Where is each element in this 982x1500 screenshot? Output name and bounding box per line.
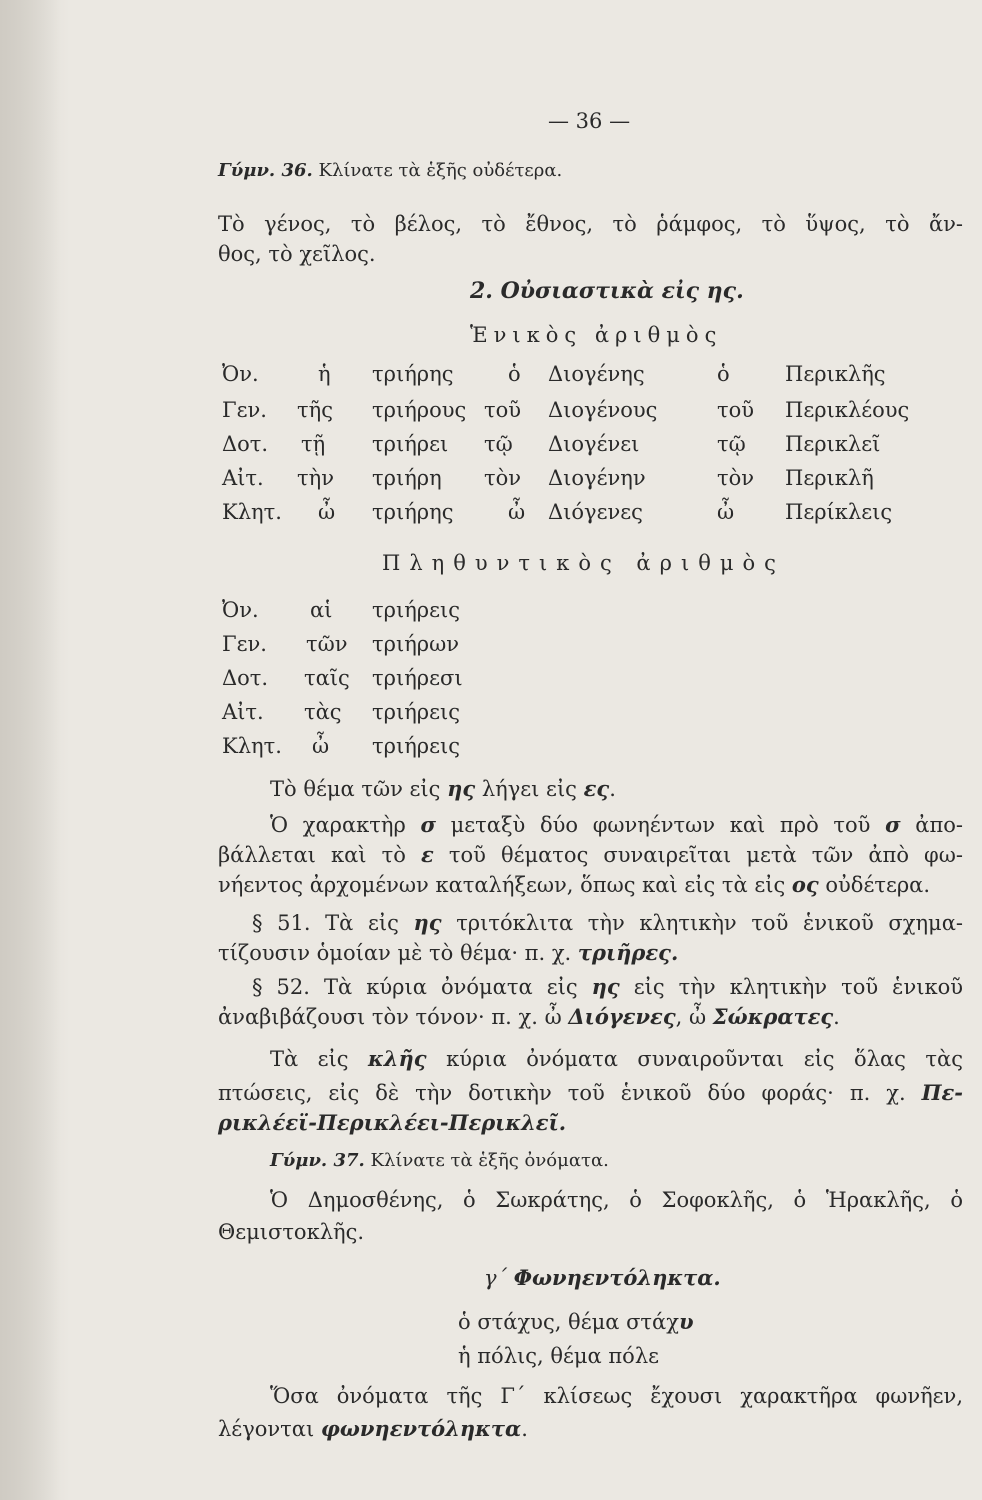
text: Τὰ εἰς (325, 911, 414, 935)
text: βάλλεται καὶ τὸ (218, 843, 421, 867)
text: τοῦ θέματος συναιρεῖται μετὰ τῶν ἀπὸ φω- (433, 843, 963, 867)
kles-rule-line-3: ρικλέεϊ-Περικλέει-Περικλεῖ. (218, 1110, 567, 1135)
text: ἀπο- (900, 813, 963, 837)
section-heading: 2. Οὐσιαστικὰ εἰς ης. (470, 278, 744, 304)
page-fold-shadow (0, 0, 60, 1500)
example: τριῆρες. (577, 940, 679, 965)
text: οὐδέτερα. (818, 873, 931, 897)
exercise-37 (270, 1150, 609, 1171)
text: Τὰ εἰς (270, 1047, 369, 1071)
article: τὰς (304, 700, 342, 724)
ending: κλῆς (368, 1046, 427, 1071)
text: Τὰ κύρια ὀνόματα εἰς (324, 975, 592, 999)
term: φωνηεντόληκτα (320, 1416, 522, 1441)
subheading-title: Φωνηεντόληκτα. (513, 1265, 721, 1290)
paragraph-51-line-1 (252, 910, 963, 935)
text: εἰς τὴν κλητικὴν τοῦ ἑνικοῦ (619, 975, 963, 999)
article: ἡ (318, 362, 331, 386)
ending: ης (413, 910, 442, 935)
noun-form: τριήρεις (372, 598, 460, 622)
text: . (609, 777, 616, 801)
article: αἱ (310, 598, 333, 622)
noun-form: Διογένην (548, 466, 646, 490)
article: τὸν (717, 466, 755, 490)
article: ταῖς (304, 666, 350, 690)
article: τὸν (484, 466, 522, 490)
exercise-instruction: Κλίνατε τὰ ἑξῆς οὐδέτερα. (318, 160, 563, 181)
text: μεταξὺ δύο φωνηέντων καὶ πρὸ τοῦ (435, 813, 886, 837)
names-list-line-1: Ὁ Δημοσθένης, ὁ Σωκράτης, ὁ Σοφοκλῆς, ὁ Ἡρακλῆς, ὁ (270, 1188, 963, 1212)
noun-form: Διογένους (548, 398, 658, 422)
noun-form: τριήρη (372, 466, 442, 490)
neuter-list-line-2: θος, τὸ χεῖλος. (218, 242, 376, 266)
article: τοῦ (717, 398, 755, 422)
ending: ες (583, 776, 610, 801)
contraction-rule-line-1 (270, 812, 963, 837)
text: κύρια ὀνόματα συναιροῦνται εἰς ὅλας τὰς (426, 1047, 963, 1071)
example: Διόγενες (568, 1004, 676, 1029)
case-label: Δοτ. (222, 666, 269, 690)
contraction-rule-line-2 (218, 842, 963, 867)
text: τριτόκλιτα τὴν κλητικὴν τοῦ ἑνικοῦ σχημα- (441, 911, 963, 935)
section-mark: § 51. (252, 911, 311, 935)
text: ὁ στάχυς, θέμα στάχ (458, 1310, 679, 1334)
paragraph-52-line-2 (218, 1004, 963, 1029)
text: λέγονται (218, 1417, 321, 1441)
text: Ὁ χαρακτὴρ (270, 813, 421, 837)
article: τῇ (301, 432, 326, 456)
vowel-example-1 (458, 1306, 694, 1338)
article: ὦ (717, 500, 735, 524)
case-label: Ὀν. (222, 598, 259, 622)
text: λήγει εἰς (475, 777, 584, 801)
noun-form: Διογένης (548, 362, 645, 386)
noun-form: Περικλῆ (785, 466, 874, 490)
example: Πε- (921, 1080, 963, 1105)
ending: ης (591, 974, 620, 999)
stem-vowel: υ (678, 1309, 694, 1334)
exercise-36 (218, 160, 562, 181)
text: Τὸ θέμα τῶν εἰς (270, 777, 448, 801)
subheading-vowel-stems (484, 1262, 721, 1294)
article: ὦ (318, 500, 336, 524)
ending: ος (791, 872, 819, 897)
case-label: Δοτ. (222, 432, 269, 456)
letter: σ (885, 812, 901, 837)
case-label: Ὀν. (222, 362, 259, 386)
text: . (833, 1005, 840, 1029)
text: ἀναβιβάζουσι τὸν τόνον· π. χ. ὦ (218, 1005, 569, 1029)
article: τῷ (484, 432, 513, 456)
case-label: Γεν. (222, 398, 267, 422)
final-paragraph-line-2 (218, 1416, 963, 1441)
case-label: Κλητ. (222, 500, 282, 524)
example: Σώκρατες (712, 1004, 834, 1029)
noun-form: τριήρων (372, 632, 460, 656)
final-paragraph-line-1: Ὅσα ὀνόματα τῆς Γ΄ κλίσεως ἔχουσι χαρακτῆρα φωνῆεν, (270, 1384, 963, 1408)
contraction-rule-line-3 (218, 872, 963, 897)
text: . (521, 1417, 528, 1441)
noun-form: Διογένει (548, 432, 640, 456)
article: τῶν (306, 632, 348, 656)
article: τοῦ (484, 398, 522, 422)
noun-form: τριήρεις (372, 734, 460, 758)
ending: ης (447, 776, 476, 801)
exercise-label: Γύμν. 36. (218, 160, 313, 181)
noun-form: Περικλεῖ (785, 432, 881, 456)
noun-form: Διόγενες (548, 500, 643, 524)
letter: ε (420, 842, 434, 867)
kles-rule-line-2 (218, 1080, 963, 1105)
text: ἡ πόλις, θέμα πόλε (458, 1344, 660, 1368)
noun-form: τριήρεσι (372, 666, 463, 690)
noun-form: Περικλῆς (785, 362, 886, 386)
article: τὴν (297, 466, 334, 490)
article: ὁ (717, 362, 730, 386)
case-label: Αἰτ. (222, 700, 264, 724)
text: νήεντος ἀρχομένων καταλήξεων, ὅπως καὶ εἰς τὰ εἰς (218, 873, 792, 897)
article: ὦ (312, 734, 330, 758)
article: ὦ (508, 500, 526, 524)
article: ὁ (508, 362, 521, 386)
paragraph-52-line-1 (252, 974, 963, 999)
noun-form: τριήρει (372, 432, 449, 456)
vowel-example-2 (458, 1340, 659, 1372)
exercise-label: Γύμν. 37. (270, 1150, 365, 1171)
noun-form: Περίκλεις (785, 500, 893, 524)
page-number: — 36 — (548, 109, 631, 133)
text: , ὦ (675, 1005, 713, 1029)
paragraph-51-line-2 (218, 940, 963, 965)
noun-form: τριήρεις (372, 700, 460, 724)
letter: σ (420, 812, 436, 837)
subheading-number: γ΄ (484, 1266, 508, 1290)
article: τῷ (717, 432, 746, 456)
case-label: Αἰτ. (222, 466, 264, 490)
noun-form: τριήρης (372, 362, 454, 386)
exercise-instruction: Κλίνατε τὰ ἑξῆς ὀνόματα. (370, 1150, 609, 1171)
noun-form: τριήρης (372, 500, 454, 524)
section-mark: § 52. (252, 975, 310, 999)
article: τῆς (297, 398, 333, 422)
singular-heading: Ἑνικὸς ἀριθμὸς (470, 323, 723, 347)
plural-heading: Πληθυντικὸς ἀριθμὸς (382, 551, 785, 575)
names-list-line-2: Θεμιστοκλῆς. (218, 1220, 365, 1244)
text: πτώσεις, εἰς δὲ τὴν δοτικὴν τοῦ ἑνικοῦ δύο φοράς· π. χ. (218, 1081, 922, 1105)
case-label: Γεν. (222, 632, 267, 656)
text: τίζουσιν ὁμοίαν μὲ τὸ θέμα· π. χ. (218, 941, 578, 965)
stem-rule (270, 776, 960, 801)
noun-form: τριήρους (372, 398, 467, 422)
noun-form: Περικλέους (785, 398, 910, 422)
neuter-list-line-1: Τὸ γένος, τὸ βέλος, τὸ ἔθνος, τὸ ῥάμφος, τὸ ὕψος, τὸ ἄν- (218, 212, 963, 236)
kles-rule-line-1 (270, 1046, 963, 1071)
case-label: Κλητ. (222, 734, 282, 758)
